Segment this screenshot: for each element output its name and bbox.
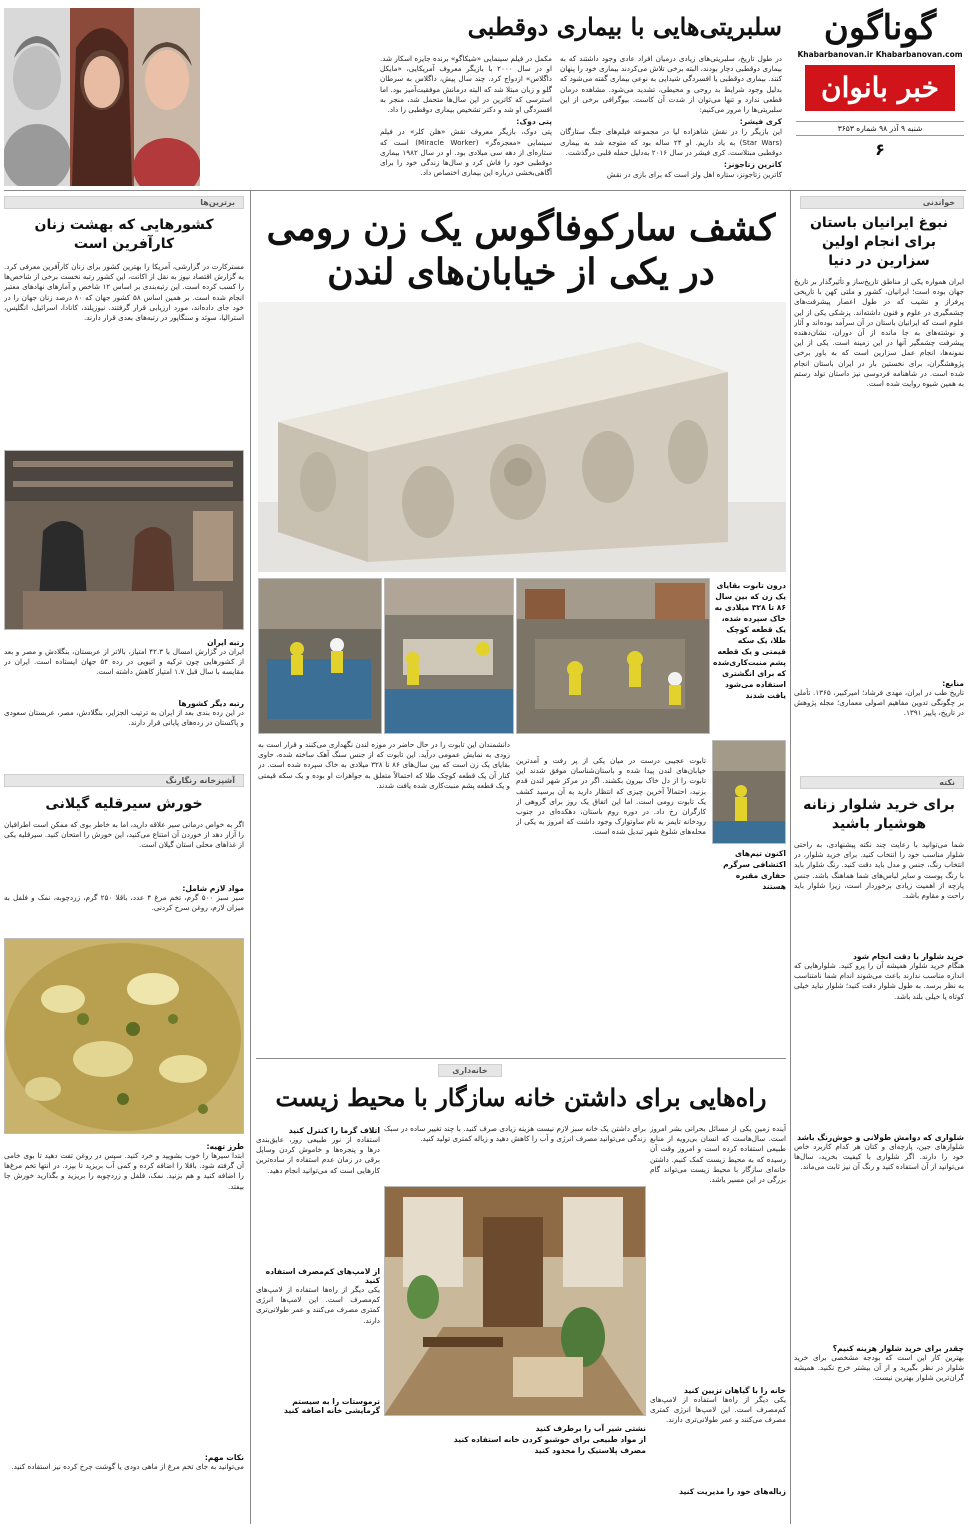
left-iran-text: ایران در گزارش امسال با ۴۲.۳ امتیاز، بالاتر از عربستان، بنگلادش و مصر و بعد از کشورهایی چون ترکیه و اتیوپی در رده ۵۴ جهان ایستاده است. ایران در مقایسه با سال قبل ۱.۷ امتیاز کاهش داشته است. <box>4 647 244 677</box>
home-title: راه‌هایی برای داشتن خانه سازگار با محیط زیست <box>275 1083 767 1112</box>
home-col2: برای داشتن یک خانه سبز لازم نیست هزینه زیادی صرف کنید. با چند تغییر ساده در سبک زندگی می‌توانید مصرف انرژی و آب را کاهش دهید و زباله کمتری تولید کنید. <box>384 1124 646 1144</box>
excavation-image-2 <box>258 579 381 734</box>
home-sub5: از مواد طبیعی برای خوشبو کردن خانه استفاده کنید <box>453 1435 646 1444</box>
stew-image <box>4 939 243 1134</box>
trousers-body2: هنگام خرید شلوار همیشه آن را پرو کنید. شلوارهایی که اندازه مناسب ندارند باعث می‌شوند اندام شما نامتناسب به نظر برسد. به طول شلوار دقت کنید؛ شلوار نباید خیلی کوتاه یا خیلی بلند باشد. <box>794 961 964 1001</box>
center-divider <box>256 1058 786 1059</box>
dig-photo-3 <box>384 578 514 734</box>
dig-photo-1 <box>516 578 710 734</box>
home-sub3: ترموستات را به سیستم گرمایشی خانه اضافه کنید <box>283 1397 380 1415</box>
trousers-body: شما می‌توانید با رعایت چند نکته پیشنهادی، به راحتی شلوار مناسب خود را انتخاب کنید. برای خرید شلوار، در انتخاب رنگ، جنس و مدل باید دقت کنید. رنگ شلوار باید با رنگ پوست و سایر لباس‌های شما هماهنگ باشد. جنس پارچه از اهمیت زیادی برخوردار است، زیرا شلوار باید راحت و مقاوم باشد. <box>794 840 964 901</box>
main-col1: تابوت عجیبی درست در میان یکی از پر رفت و آمدترین خیابان‌های لندن پیدا شده و باستان‌شناسان موفق شدند این تابوت را از دل خاک بیرون بکشند. اگر در مرکز شهر لندن قدم بزنید، احتمالاً آخرین چیزی که انتظار دارید به آن برسید کشف یک تابوت رومی است. اما این اتفاق یک روز برای گروهی از کارگران رخ داد. در دوره روم باستان، دهکده‌ای در جنوب رودخانه تایمز به نام ساوتوارک وجود داشت که امروز به یکی از محله‌های شلوغ شهر تبدیل شده است. <box>516 756 706 837</box>
main-headline <box>256 206 786 302</box>
dig-photo-2 <box>258 578 382 734</box>
trousers-sub3: چقدر برای خرید شلوار هزینه کنیم؟ <box>832 1344 964 1353</box>
main-caption-text: درون تابوت بقایای یک زن که بین سال ۸۶ تا ۳۲۸ میلادی به خاک سپرده شده، یک قطعه کوچک طلا، یک سکه قیمتی و یک قطعه پشم منبت‌کاری‌شده که برای انگشتری استفاده می‌شود یافت شدند <box>712 581 786 700</box>
celeb-catherine-label: کاترین زتاجونز: <box>723 160 782 170</box>
home-col-right <box>650 1124 786 1524</box>
recipe-intro: اگر به خواص درمانی سیر علاقه دارید، اما به خاطر بوی که ممکن است اطرافیان را آزار دهد از خوردن آن امتناع می‌کنید، این خورش را امتحان کنید. سیرقلیه یکی از غذاهای محلی استان گیلان است. <box>4 820 244 850</box>
masthead <box>796 8 964 174</box>
logo-text: خبر بانوان <box>821 71 939 104</box>
home-interior-photo <box>384 1186 646 1416</box>
main-title-line1: کشف سارکوفاگوس یک زن رومی <box>266 207 776 249</box>
right-story <box>794 214 964 718</box>
home-sub4: نشتی شیر آب را برطرف کنید <box>535 1424 646 1433</box>
masthead-urls: Khabarbanovan.ir Khabarbanovan.com <box>797 50 963 59</box>
right-story-sources-label: منابع: <box>942 679 964 688</box>
celebs-photo-strip <box>4 8 200 186</box>
home-sub6: مصرف پلاستیک را محدود کنید <box>534 1446 646 1455</box>
dig-photo-4 <box>712 740 786 844</box>
recipe-photo <box>4 938 244 1134</box>
excavation-image-1 <box>516 579 709 734</box>
celeb-patty-label: پتی دوک: <box>516 117 552 127</box>
home-sub7: خانه را با گیاهان تزیین کنید <box>683 1386 786 1395</box>
home-photo-block <box>384 1124 646 1524</box>
sarcophagus-photo <box>258 302 786 572</box>
recipe-tips-label: نکات مهم: <box>204 1453 244 1462</box>
celebs-body-left: مکمل در فیلم سینمایی «شیکاگو» برنده جایزه اسکار شد. او در سال ۲۰۰۰ با بازیگر معروف آمریکایی، «مایکل داگلاس» ازدواج کرد. چند سال پیش، داگلاس به سرطان گلو و زبان مبتلا شد که البته درمانش موفقیت‌آمیز بود. اما استرسی که کاترین در این سال‌ها متحمل شد، منجر به افسردگی او شد و دکتر تشخیص بیماری دوقطبی را داد. پتی دوک: پتی دوک، بازیگر معروف نقش «هلن کلر» در فیلم سینمایی «معجزه‌گر» (Miracle Worker) است که ستاره‌ای از دهه سی میلادی بود. او در سال ۱۹۸۲ بیماری دوقطبی خود را فاش کرد و سال‌ها زندگی خود را برای آگاهی‌بخشی درباره این بیماری اختصاص داد. <box>380 54 552 178</box>
home-col3: استفاده از نور طبیعی روز، عایق‌بندی درها و پنجره‌ها و خاموش کردن وسایل برقی در زمان عدم استفاده از ساده‌ترین کارهایی است که می‌توانید انجام دهید. <box>256 1135 380 1175</box>
label-housekeeping: خانه‌داری <box>438 1064 502 1077</box>
home-sub1: اتلاف گرما را کنترل کنید <box>288 1126 380 1135</box>
excavation-image-4 <box>712 741 785 844</box>
left-iran-label: رتبه ایران <box>207 638 244 647</box>
trousers-story <box>794 796 964 1522</box>
trousers-body4: بهترین کار این است که بودجه مشخصی برای خرید شلوار در نظر بگیرید و از آن بیشتر خرج نکنید. همیشه گران‌ترین شلوار بهترین نیست. <box>794 1353 964 1383</box>
main-col2: دانشمندان این تابوت را در حال حاضر در موزه لندن نگهداری می‌کنند و قرار است به زودی به نمایش عمومی درآید. این تابوت که از جنس سنگ آهک ساخته شده، حاوی بقایای یک زن است که بین سال‌های ۸۶ تا ۳۲۸ میلادی به خاک سپرده شده است. در کنار آن یک قطعه کوچک طلا که احتمالاً متعلق به جواهرات او بوده و یک سکه قیمتی و یک قطعه پشم منبت‌کاری شده یافت شدند. <box>258 740 510 790</box>
main-caption2 <box>712 848 786 1048</box>
issue-info: شنبه ۹ آذر ۹۸ شماره ۳۶۵۳ <box>796 121 964 136</box>
recipe-ingredients-label: مواد لازم شامل: <box>182 884 244 893</box>
women-workshop-image <box>4 451 243 630</box>
right-story-sources: تاریخ طب در ایران، مهدی فرشاد؛ امیرکبیر، ۱۳۶۵. تأملی بر چگونگی تدوین مفاهیم اصولی معماری؛ مجله پژوهش در تاریخ، پاییز ۱۳۹۱. <box>794 688 964 718</box>
left-top-story <box>4 216 244 746</box>
home-col3b: یکی دیگر از راه‌ها استفاده از لامپ‌های کم‌مصرف است. این لامپ‌ها انرژی کمتری مصرف می‌کنند و عمر طولانی‌تری دارند. <box>256 1285 380 1325</box>
home-sub2: از لامپ‌های کم‌مصرف استفاده کنید <box>265 1267 380 1285</box>
label-readable: خواندنی <box>800 196 964 209</box>
recipe-ingredients: سیر سبز ۵۰۰ گرم، تخم مرغ ۴ عدد، باقلا ۲۵۰ گرم، زردچوبه، نمک و فلفل به میزان لازم، روغن سرخ کردنی. <box>4 893 244 913</box>
main-title-line2: در یکی از خیابان‌های لندن <box>327 251 715 293</box>
right-col-divider <box>790 190 791 1524</box>
main-caption2-text: اکنون تیم‌های اکتشافی سرگرم حفاری مقبره هستند <box>723 849 786 891</box>
left-other-text: در این رده بندی بعد از ایران به ترتیب الجزایر، بنگلادش، مصر، عربستان سعودی و پاکستان در رده‌های پایانی قرار دارند. <box>4 708 244 728</box>
left-col-divider <box>250 190 251 1524</box>
left-top-body: مسترکارت در گزارشی، آمریکا را بهترین کشور برای زنان کارآفرین معرفی کرد. به گزارش اقتصاد نیوز به نقل از اکانت، این کشور رتبه نخست برخی از شاخص‌ها را کسب کرده است. این رتبه‌بندی بر اساس ۱۲ شاخص و آمارهای نهادهای معتبر انجام شده است. بر همین اساس ۵۸ کشور جهان که ۸۰ درصد زنان جهان را در خود جای داده‌اند، مورد ارزیابی قرار گرفتند. نیوزیلند، کانادا، اسرائیل، انگلیس، استرالیا، سوئد و سنگاپور در رتبه‌های بعدی قرار دارند. <box>4 262 244 323</box>
trousers-body3: شلوارهای جین، پارچه‌ای و کتان هر کدام کاربرد خاص خود را دارند. اگر شلواری با کیفیت بخرید، سال‌ها می‌توانید از آن استفاده کنید و رنگ آن نیز ثابت می‌ماند. <box>794 1142 964 1172</box>
recipe-prep-label: طرز تهیه: <box>206 1142 244 1151</box>
excavation-image-3 <box>384 579 513 734</box>
sarcophagus-image <box>258 302 786 572</box>
recipe-title: خورش سیرقلیه گیلانی <box>45 796 203 812</box>
recipe-tips: می‌توانید به جای تخم مرغ از ماهی دودی یا گوشت چرخ کرده نیز استفاده کنید. <box>11 1462 244 1471</box>
celebs-title: سلبریتی‌هایی با بیماری دوقطبی <box>467 12 782 41</box>
trousers-sub2: شلواری که دوامش طولانی و خوش‌رنگ باشد <box>797 1133 964 1142</box>
workshop-photo <box>4 450 244 630</box>
home-col1: آینده زمین یکی از مسائل بحرانی بشر امروز است. سال‌هاست که انسان بی‌رویه از منابع طبیعی استفاده کرده است و امروز وقت آن رسیده که به محیط زیست کمک کنیم. داشتن خانه‌ای سازگار با محیط زیست می‌تواند گام بزرگی در این مسیر باشد. <box>650 1124 786 1185</box>
left-other-label: رتبه دیگر کشورها <box>178 699 244 708</box>
celebs-body-right: در طول تاریخ، سلبریتی‌های زیادی درمیان افراد عادی وجود داشتند که به بیماری دوقطبی دچار بودند، البته برخی تلاش می‌کردند بیماری خود را پنهان کنند. بیماری دوقطبی یا افسردگی شیدایی به نوعی بیماری گفته می‌شود که بدلیل وجود شرایط بد روحی و محیطی، تشدید می‌شود. مشاهده درمان قطعی ندارد و تنها می‌توان از شدت آن کاست. بیوگرافی برخی از این سلبریتی‌ها را مرور می‌کنیم: کری فیشر: این بازیگر را در نقش شاهزاده لیا در مجموعه فیلم‌های جنگ ستارگان (Star Wars) به یاد داریم. او ۲۴ ساله بود که متوجه شد به بیماری دوقطبی مبتلاست. کری فیشر در سال ۲۰۱۶ به‌دلیل حمله قلبی درگذشت. کاترین زتاجونز: کاترین زتاجونز، ستاره اهل ولز است که برای بازی در نقش <box>560 54 782 180</box>
home-col-left <box>256 1124 380 1524</box>
label-tip: نکته <box>800 776 964 789</box>
label-kitchen: آشپزخانه رنگارنگ <box>4 774 244 787</box>
celebs-section <box>200 8 786 186</box>
recipe-prep: ابتدا سیرها را خوب بشویید و خرد کنید. سپس در روغن تفت دهید تا بوی خامی آن گرفته شود. باقلا را اضافه کرده و کمی آب بریزید تا بپزد. در انتها تخم مرغ‌ها را اضافه کنید و هم بزنید. نمک، فلفل و زردچوبه را بریزید و بگذارید خورش جا بیفتد. <box>4 1151 244 1191</box>
main-caption <box>712 580 786 740</box>
label-best: برترین‌ها <box>4 196 244 209</box>
home-sub8: زباله‌های خود را مدیریت کنید <box>679 1487 786 1496</box>
trousers-title: برای خرید شلوار زنانه هوشیار باشید <box>803 797 955 832</box>
top-divider <box>4 190 966 191</box>
trousers-sub1: خرید شلوار با دقت انجام شود <box>852 952 964 961</box>
newspaper-logo <box>805 65 955 111</box>
page-number: ۶ <box>875 140 885 159</box>
masthead-section-title: گوناگون <box>823 8 937 48</box>
eco-house-interior-image <box>384 1187 645 1416</box>
recipe-story <box>4 794 244 1522</box>
left-top-title: کشورهایی که بهشت زنان کارآفرین است <box>34 217 214 252</box>
celeb-carrie-label: کری فیشر: <box>739 117 782 127</box>
celebs-photos <box>4 8 200 186</box>
right-story-body: ایران همواره یکی از مناطق تاریخ‌ساز و تأثیرگذار بر تاریخ جهان بوده است؛ ایرانیان، کشور و ملتی کهن با تاریخی پرفراز و نشیب که در طول اعصار پیشرفت‌های چشمگیری در علوم و فنون داشته‌اند. پزشکی یکی از این علوم است که ایرانیان باستان در آن سرآمد بوده‌اند و آثار و نوشته‌های به جا مانده از آن دوران، نشان‌دهنده پیشرفت چشمگیر آنها در این زمینه است. یکی از این نمونه‌ها، انجام عمل سزارین است که به باور برخی پژوهشگران، برای نخستین بار در ایران باستان انجام شده است. در شاهنامه فردوسی نیز داستان تولد رستم به همین شیوه روایت شده است. <box>794 277 964 389</box>
home-col4: یکی دیگر از راه‌ها استفاده از لامپ‌های کم‌مصرف است. این لامپ‌ها انرژی کمتری مصرف می‌کنند و عمر طولانی‌تری دارند. <box>650 1395 786 1425</box>
right-story-title: نبوغ ایرانیان باستان برای انجام اولین سزارین در دنیا <box>809 215 948 269</box>
